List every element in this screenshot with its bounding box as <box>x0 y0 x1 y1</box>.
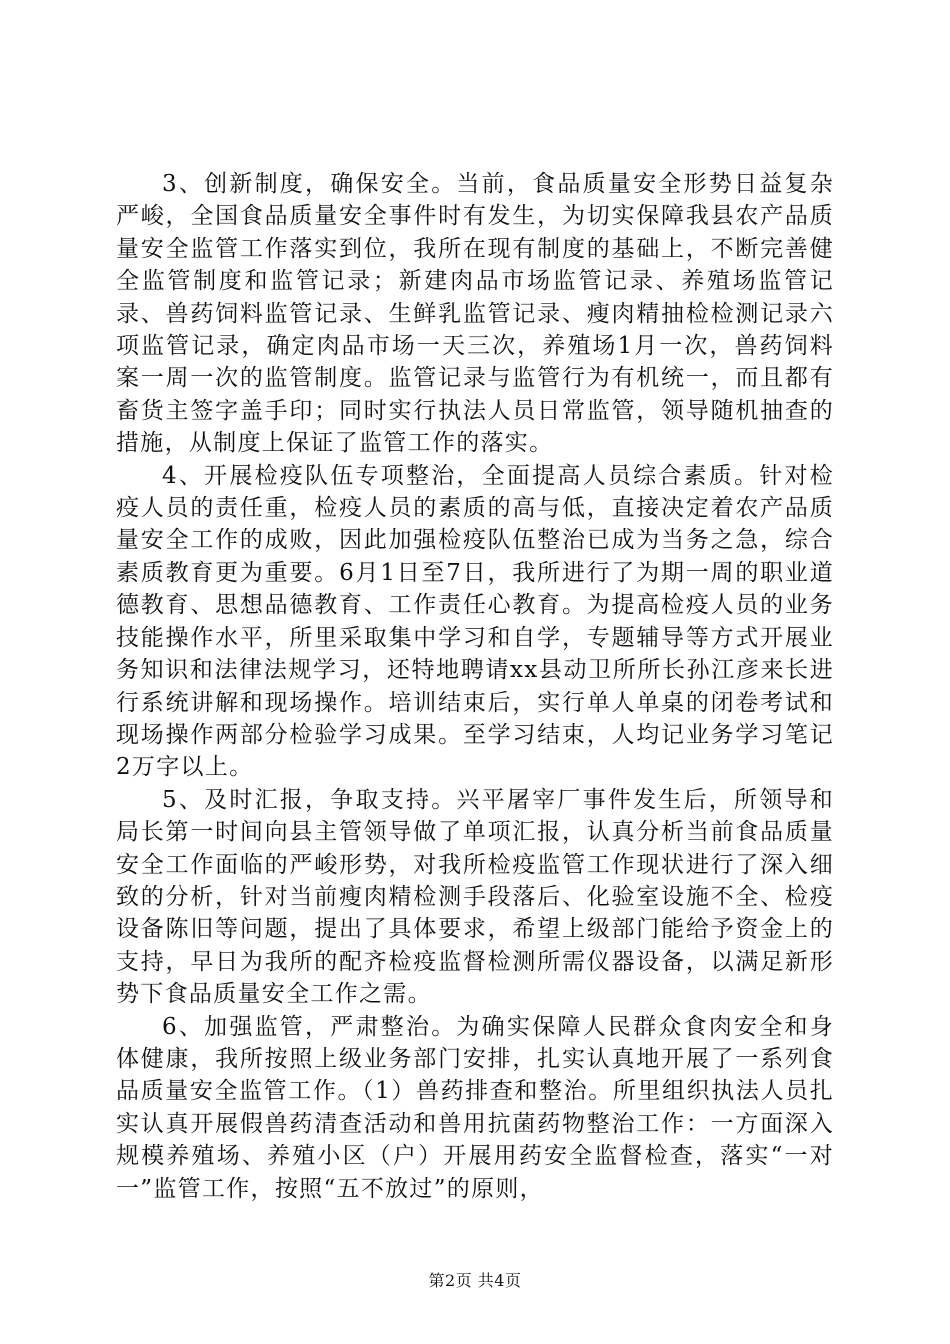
paragraph-innovate-system: 3、创新制度，确保安全。当前，食品质量安全形势日益复杂严峻，全国食品质量安全事件时有发生，为切实保障我县农产品质量安全监管工作落实到位，我所在现有制度的基础上，不断完善健全监管制度和监管记录；新建肉品市场监管记录、养殖场监管记录、兽药饲料监管记录、生鲜乳监管记录、瘦肉精抽检检测记录六项监管记录，确定肉品市场一天三次，养殖场1月一次，兽药饲料案一周一次的监管制度。监管记录与监管行为有机统一，而且都有畜货主签字盖手印；同时实行执法人员日常监管，领导随机抽查的措施，从制度上保证了监管工作的落实。 <box>116 171 834 457</box>
paragraph-inspection-team: 4、开展检疫队伍专项整治，全面提高人员综合素质。针对检疫人员的责任重，检疫人员的素质的高与低，直接决定着农产品质量安全工作的成败，因此加强检疫队伍整治已成为当务之急，综合素质教育更为重要。6月1日至7日，我所进行了为期一周的职业道德教育、思想品德教育、工作责任心教育。为提高检疫人员的业务技能操作水平，所里采取集中学习和自学，专题辅导等方式开展业务知识和法律法规学习，还特地聘请xx县动卫所所长孙江彦来长进行系统讲解和现场操作。培训结束后，实行单人单桌的闭卷考试和现场操作两部分检验学习成果。至学习结束，人均记业务学习笔记2万字以上。 <box>116 462 834 781</box>
document-body <box>116 168 834 1205</box>
paragraph-strengthen-supervision: 6、加强监管，严肃整治。为确实保障人民群众食肉安全和身体健康，我所按照上级业务部门安排，扎实认真地开展了一系列食品质量安全监管工作。（1）兽药排查和整治。所里组织执法人员扎实认真开展假兽药清查活动和兽用抗菌药物整治工作：一方面深入规模养殖场、养殖小区（户）开展用药安全监督检查，落实“一对一”监管工作，按照“五不放过”的原则， <box>116 1013 834 1202</box>
paragraph-report-support: 5、及时汇报，争取支持。兴平屠宰厂事件发生后，所领导和局长第一时间向县主管领导做了单项汇报，认真分析当前食品质量安全工作面临的严峻形势，对我所检疫监管工作现状进行了深入细致的分析，针对当前瘦肉精检测手段落后、化验室设施不全、检疫设备陈旧等问题，提出了具体要求，希望上级部门能给予资金上的支持，早日为我所的配齐检疫监督检测所需仪器设备，以满足新形势下食品质量安全工作之需。 <box>116 786 834 1008</box>
page-number-footer: 第2页 共4页 <box>428 1271 522 1290</box>
